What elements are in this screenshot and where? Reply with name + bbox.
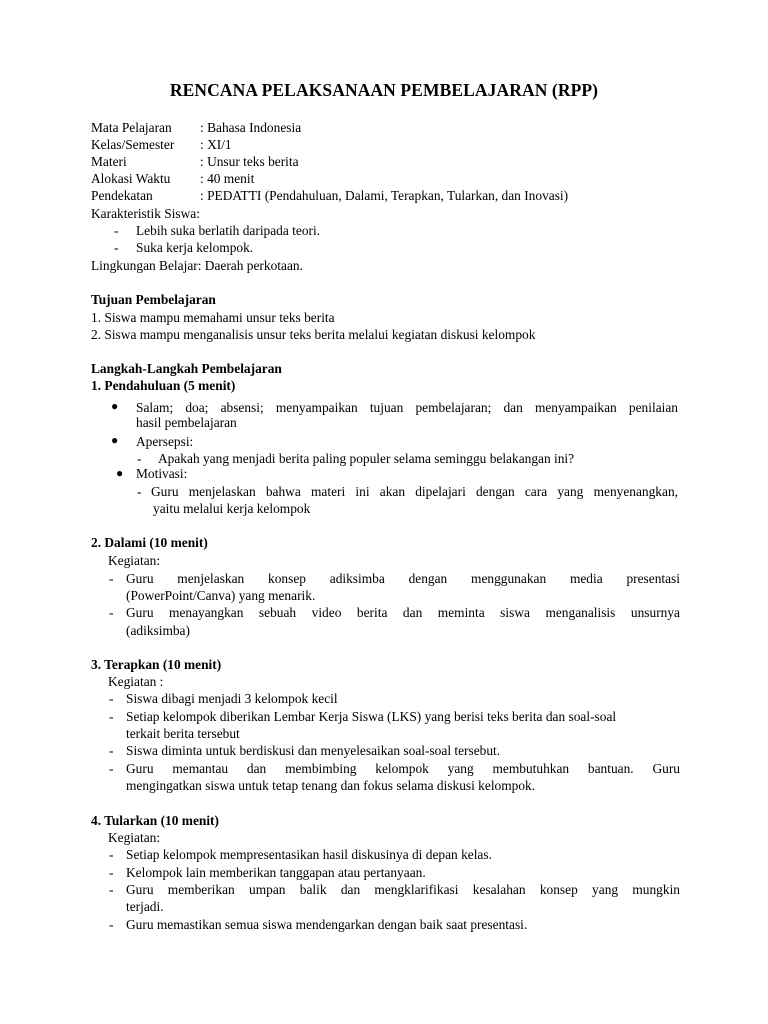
apersepsi-item: Apakah yang menjadi berita paling populer selama seminggu belakangan ini?	[158, 451, 575, 466]
dalami-item-line: (adiksimba)	[126, 623, 190, 638]
terapkan-item-line: Guru memantau dan membimbing kelompok yang membutuhkan bantuan. Guru	[126, 761, 680, 776]
dash-marker: -	[109, 709, 114, 724]
salam-line: hasil pembelajaran	[136, 415, 237, 430]
terapkan-item-line: Siswa diminta untuk berdiskusi dan menyelesaikan soal-soal tersebut.	[126, 743, 501, 758]
motivasi-line: yaitu melalui kerja kelompok	[153, 501, 311, 516]
tularkan-heading: 4. Tularkan (10 menit)	[91, 813, 219, 828]
identity-label: Mata Pelajaran	[91, 120, 172, 135]
tujuan-item: 2. Siswa mampu menganalisis unsur teks berita melalui kegiatan diskusi kelompok	[91, 327, 536, 342]
bullet-dot: ●	[116, 466, 124, 480]
tujuan-heading: Tujuan Pembelajaran	[91, 292, 216, 307]
langkah-heading: Langkah-Langkah Pembelajaran	[91, 361, 282, 376]
terapkan-item-line: mengingatkan siswa untuk tetap tenang dan fokus selama diskusi kelompok.	[126, 778, 536, 793]
bullet-dot: ●	[111, 433, 119, 447]
karakteristik-item: Suka kerja kelompok.	[136, 240, 254, 255]
identity-row-class	[91, 136, 232, 153]
salam-line: Salam; doa; absensi; menyampaikan tujuan pembelajaran; dan menyampaikan penilaian	[136, 400, 678, 415]
bullet-dot: ●	[111, 399, 119, 413]
lingkungan-belajar: Lingkungan Belajar: Daerah perkotaan.	[91, 258, 303, 273]
dalami-item-line: Guru menjelaskan konsep adiksimba dengan menggunakan media presentasi	[126, 571, 680, 586]
motivasi-label: Motivasi:	[136, 466, 188, 481]
identity-value: : Unsur teks berita	[200, 154, 299, 169]
dash-marker: -	[109, 571, 114, 586]
tularkan-item-line: Setiap kelompok mempresentasikan hasil diskusinya di depan kelas.	[126, 847, 492, 862]
dalami-item-line: (PowerPoint/Canva) yang menarik.	[126, 588, 316, 603]
dash-marker: -	[109, 691, 114, 706]
dash-marker: -	[109, 605, 114, 620]
dalami-item-line: Guru menayangkan sebuah video berita dan meminta siswa menganalisis unsurnya	[126, 605, 680, 620]
dash-marker: -	[109, 917, 114, 932]
kegiatan-label: Kegiatan:	[108, 553, 161, 568]
dash-marker: -	[109, 847, 114, 862]
identity-label: Pendekatan	[91, 188, 153, 203]
karakteristik-item: Lebih suka berlatih daripada teori.	[136, 223, 321, 238]
tularkan-item-line: Guru memastikan semua siswa mendengarkan dengan baik saat presentasi.	[126, 917, 528, 932]
identity-value: : Bahasa Indonesia	[200, 120, 302, 135]
dash-marker: -	[109, 761, 114, 776]
tularkan-item-line: Guru memberikan umpan balik dan mengklarifikasi kesalahan konsep yang mungkin	[126, 882, 680, 897]
document-title: RENCANA PELAKSANAAN PEMBELAJARAN (RPP)	[169, 80, 599, 100]
tularkan-item-line: terjadi.	[126, 899, 164, 914]
terapkan-item-line: Setiap kelompok diberikan Lembar Kerja Siswa (LKS) yang berisi teks berita dan soal-soal	[126, 709, 617, 724]
identity-row-time	[91, 170, 254, 187]
terapkan-item-line: Siswa dibagi menjadi 3 kelompok kecil	[126, 691, 338, 706]
karakteristik-label: Karakteristik Siswa:	[91, 206, 200, 221]
apersepsi-label: Apersepsi:	[136, 434, 194, 449]
identity-value: : PEDATTI (Pendahuluan, Dalami, Terapkan, Tularkan, dan Inovasi)	[200, 188, 569, 203]
dash-marker: -	[109, 743, 114, 758]
dash-marker: -	[109, 882, 114, 897]
dash-marker: -	[114, 240, 119, 255]
identity-label: Alokasi Waktu	[91, 171, 171, 186]
identity-label: Kelas/Semester	[91, 137, 175, 152]
dash-marker: -	[109, 865, 114, 880]
tujuan-item: 1. Siswa mampu memahami unsur teks berita	[91, 310, 335, 325]
motivasi-line: Guru menjelaskan bahwa materi ini akan dipelajari dengan cara yang menyenangkan,	[151, 484, 678, 499]
kegiatan-label: Kegiatan :	[108, 674, 164, 689]
dash-marker: -	[114, 223, 119, 238]
dash-marker: -	[137, 451, 142, 466]
identity-row-approach	[91, 187, 568, 204]
identity-value: : XI/1	[200, 137, 232, 152]
identity-value: : 40 menit	[200, 171, 255, 186]
identity-label: Materi	[91, 154, 127, 169]
identity-row-subject	[91, 119, 301, 136]
kegiatan-label: Kegiatan:	[108, 830, 161, 845]
tularkan-item-line: Kelompok lain memberikan tanggapan atau pertanyaan.	[126, 865, 426, 880]
dash-marker: -	[137, 484, 142, 499]
identity-row-material	[91, 153, 299, 170]
terapkan-item-line: terkait berita tersebut	[126, 726, 240, 741]
terapkan-heading: 3. Terapkan (10 menit)	[91, 657, 222, 672]
dalami-heading: 2. Dalami (10 menit)	[91, 535, 208, 550]
pendahuluan-heading: 1. Pendahuluan (5 menit)	[91, 378, 236, 393]
